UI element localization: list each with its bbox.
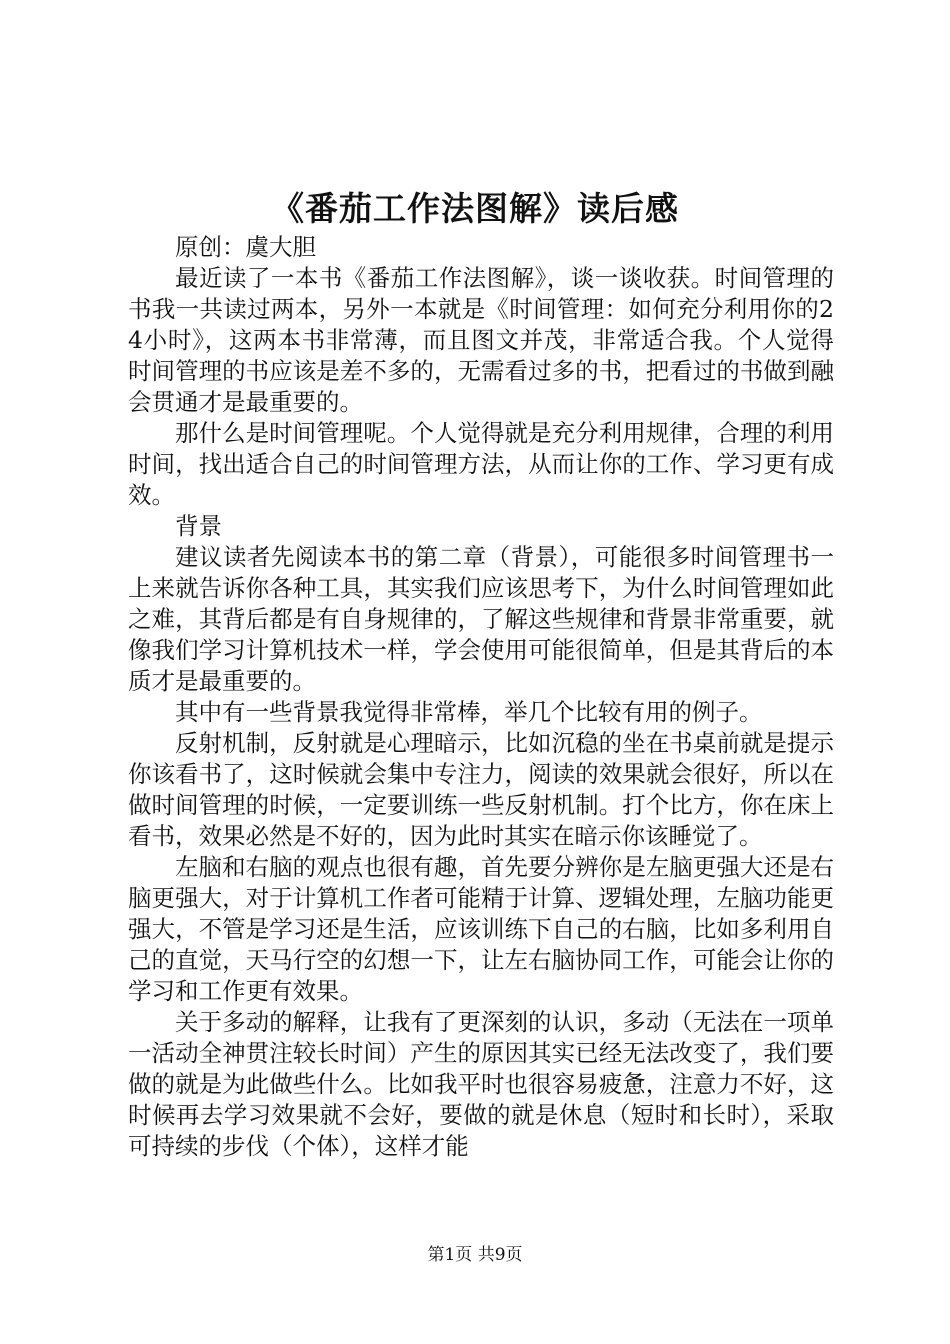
paragraph: 最近读了一本书《番茄工作法图解》，谈一谈收获。时间管理的书我一共读过两本，另外一本就是《时间管理：如何充分利用你的24小时》，这两本书非常薄，而且图文并茂，非常适合我。个人觉得时间管理的书应该是差不多的，无需看过多的书，把看过的书做到融会贯通才是最重要的。 (128, 264, 834, 416)
paragraph: 反射机制，反射就是心理暗示，比如沉稳的坐在书桌前就是提示你该看书了，这时候就会集中专注力，阅读的效果就会很好，所以在做时间管理的时候，一定要训练一些反射机制。打个比方，你在床上看书，效果必然是不好的，因为此时其实在暗示你该睡觉了。 (128, 729, 834, 850)
document-title: 《番茄工作法图解》读后感 (271, 189, 679, 228)
author-line: 原创：虞大胆 (175, 233, 316, 261)
page-number-footer: 第1页 共9页 (427, 1245, 523, 1265)
document-body (128, 232, 834, 1162)
paragraph: 那什么是时间管理呢。个人觉得就是充分利用规律，合理的利用时间，找出适合自己的时间管理方法，从而让你的工作、学习更有成效。 (128, 419, 834, 509)
paragraph: 其中有一些背景我觉得非常棒，举几个比较有用的例子。 (175, 698, 763, 726)
section-heading: 背景 (175, 512, 222, 540)
paragraph: 左脑和右脑的观点也很有趣，首先要分辨你是左脑更强大还是右脑更强大，对于计算机工作者可能精于计算、逻辑处理，左脑功能更强大，不管是学习还是生活，应该训练下自己的右脑，比如多利用自己的直觉，天马行空的幻想一下，让左右脑协同工作，可能会让你的学习和工作更有效果。 (128, 853, 834, 1005)
paragraph: 建议读者先阅读本书的第二章（背景），可能很多时间管理书一上来就告诉你各种工具，其实我们应该思考下，为什么时间管理如此之难，其背后都是有自身规律的，了解这些规律和背景非常重要，就像我们学习计算机技术一样，学会使用可能很简单，但是其背后的本质才是最重要的。 (128, 543, 834, 695)
paragraph: 关于多动的解释，让我有了更深刻的认识，多动（无法在一项单一活动全神贯注较长时间）产生的原因其实已经无法改变了，我们要做的就是为此做些什么。比如我平时也很容易疲惫，注意力不好，这时候再去学习效果就不会好，要做的就是休息（短时和长时），采取可持续的步伐（个体），这样才能 (128, 1008, 834, 1160)
